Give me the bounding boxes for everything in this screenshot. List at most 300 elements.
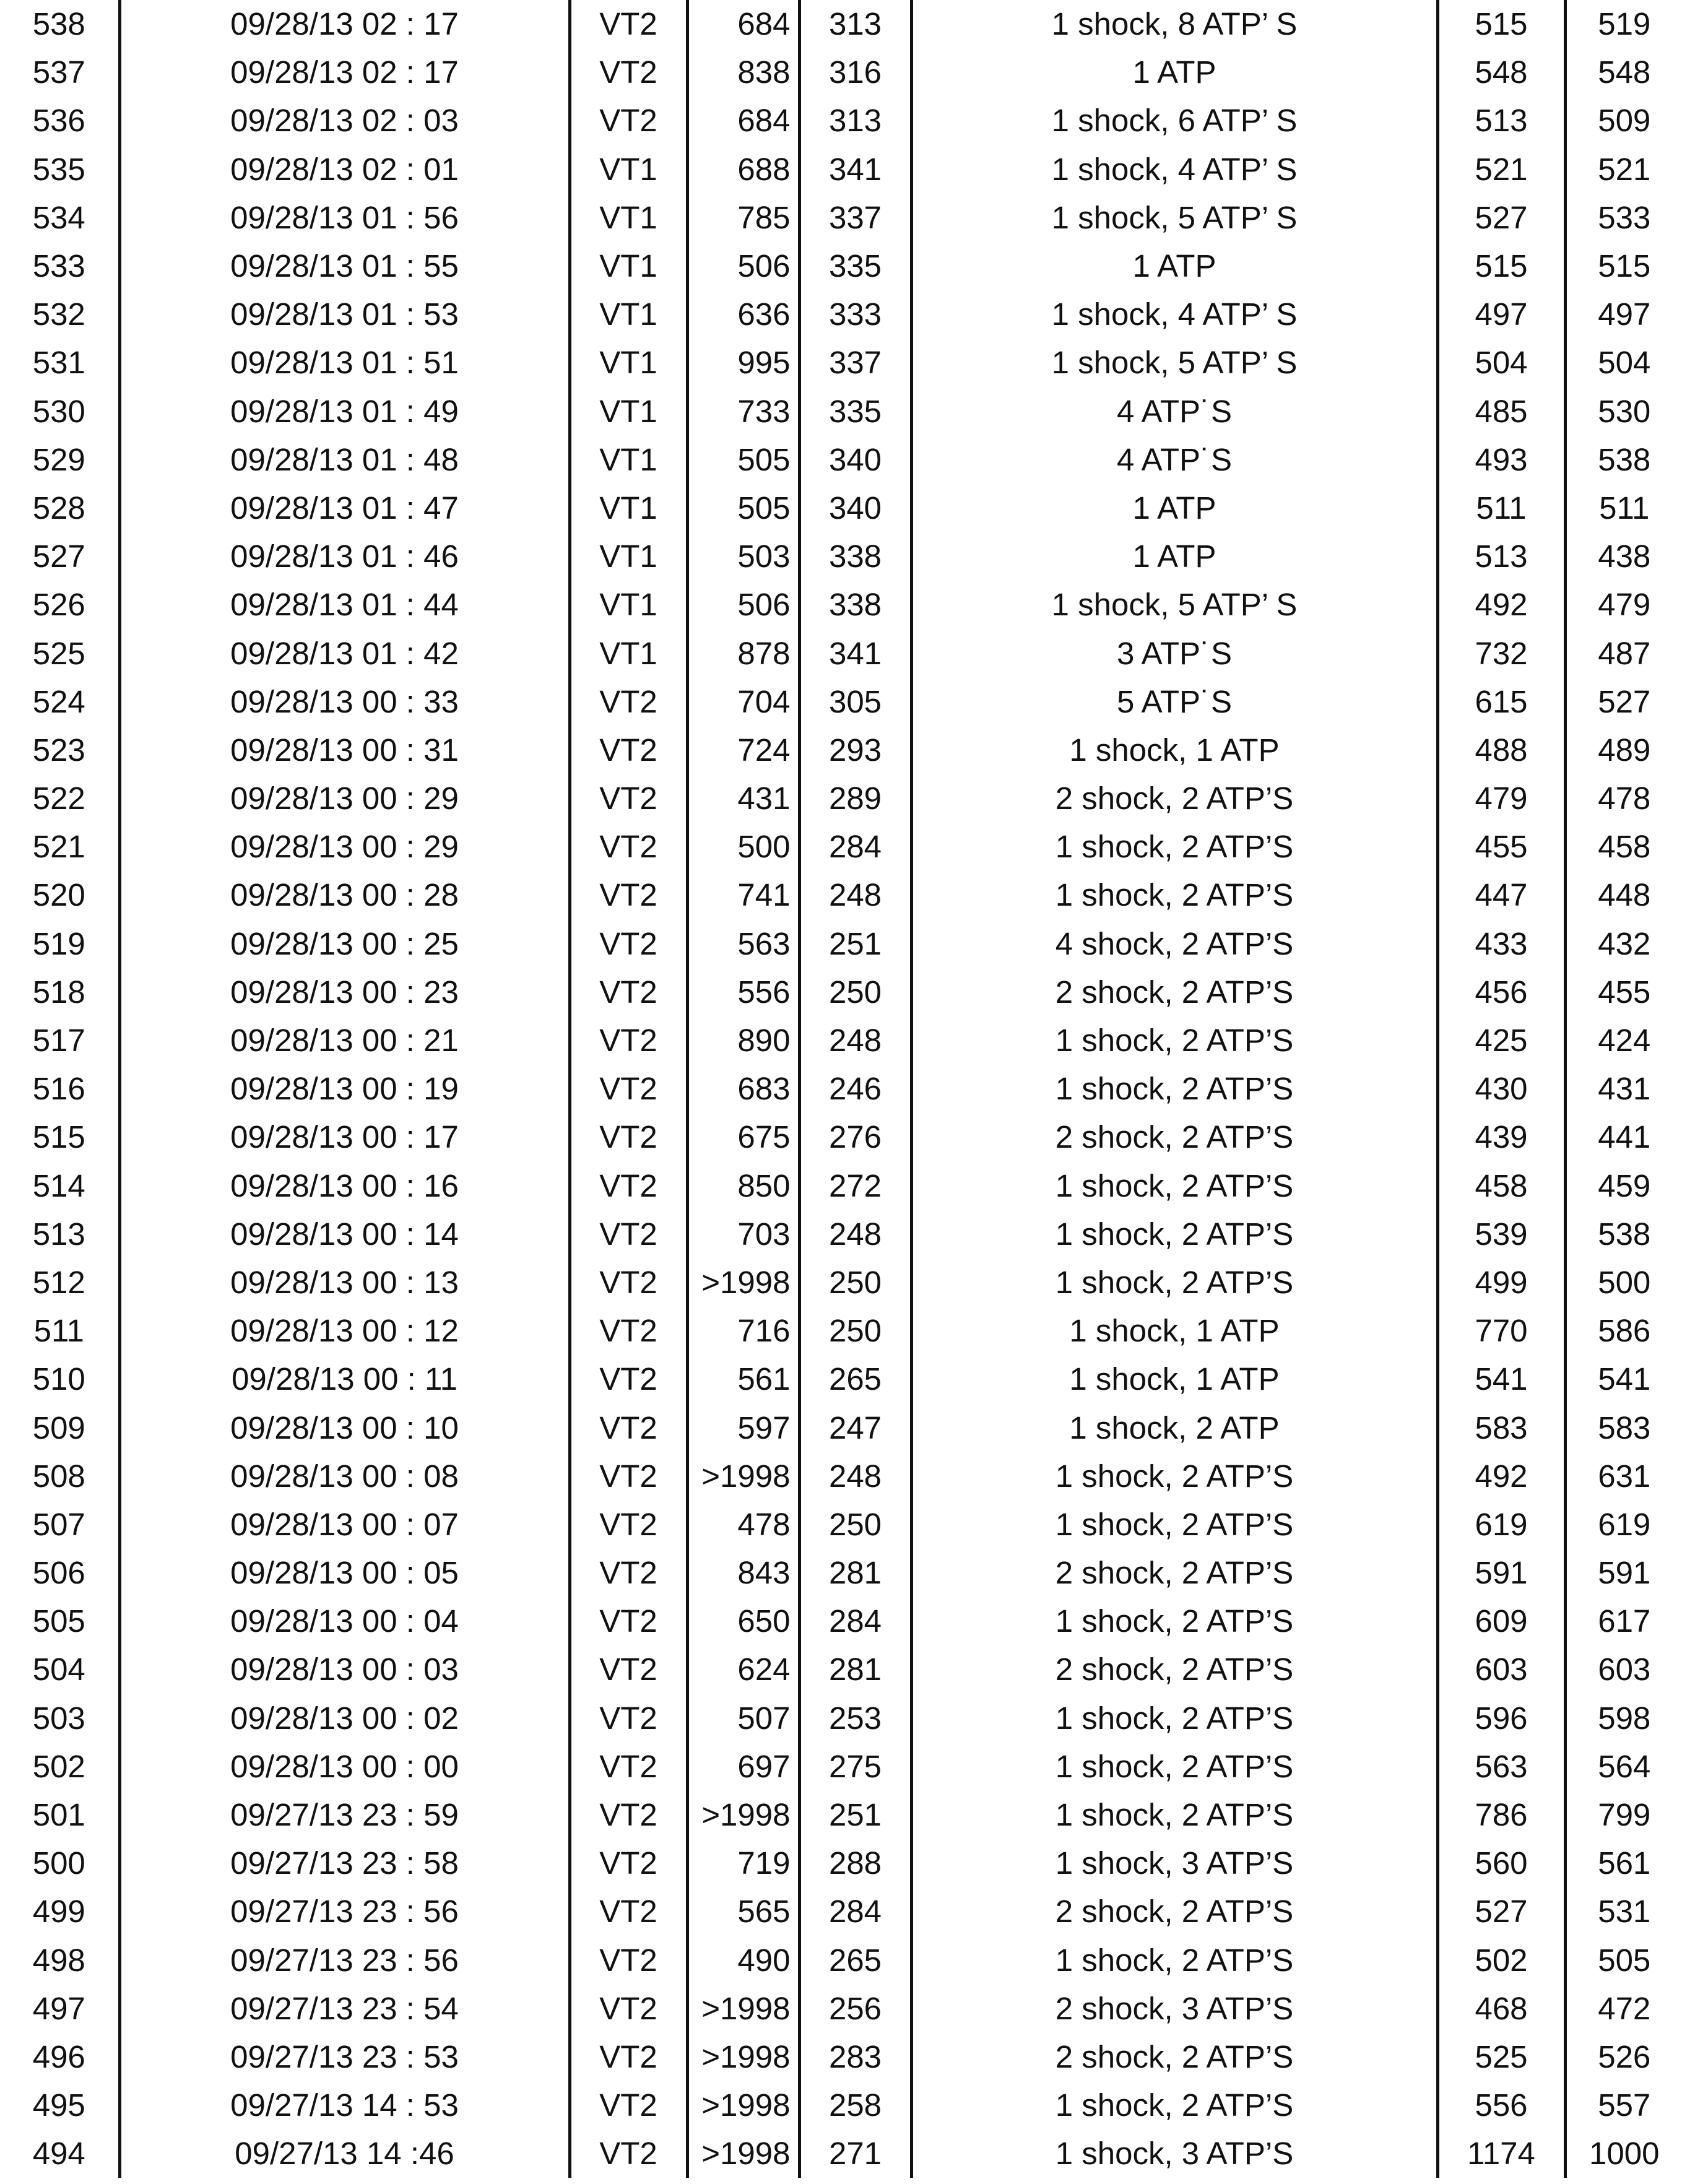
cell-num: 502 bbox=[0, 1743, 119, 1791]
table-row bbox=[0, 678, 1682, 726]
cell-col5: 250 bbox=[799, 1307, 911, 1355]
cell-num: 515 bbox=[0, 1113, 119, 1161]
table-row bbox=[0, 1355, 1682, 1403]
cell-col7: 502 bbox=[1437, 1936, 1565, 1985]
cell-num: 496 bbox=[0, 2033, 119, 2081]
cell-col7: 521 bbox=[1437, 145, 1565, 194]
cell-num: 517 bbox=[0, 1016, 119, 1065]
cell-col5: 305 bbox=[799, 678, 911, 726]
cell-num: 534 bbox=[0, 194, 119, 242]
cell-datetime: 09/28/13 00 : 10 bbox=[119, 1403, 570, 1452]
cell-num: 532 bbox=[0, 290, 119, 339]
cell-col7: 504 bbox=[1437, 339, 1565, 387]
cell-zone: VT2 bbox=[570, 1743, 687, 1791]
cell-col5: 276 bbox=[799, 1113, 911, 1161]
table-row bbox=[0, 2033, 1682, 2081]
cell-col5: 246 bbox=[799, 1065, 911, 1113]
cell-zone: VT2 bbox=[570, 920, 687, 968]
cell-datetime: 09/27/13 23 : 59 bbox=[119, 1791, 570, 1839]
cell-num: 500 bbox=[0, 1839, 119, 1887]
cell-col4: 995 bbox=[687, 339, 799, 387]
cell-therapy: 1 shock, 2 ATP’S bbox=[911, 1162, 1437, 1210]
cell-zone: VT2 bbox=[570, 1065, 687, 1113]
cell-therapy: 5 ATP˙S bbox=[911, 678, 1437, 726]
table-row bbox=[0, 1162, 1682, 1210]
cell-col7: 609 bbox=[1437, 1597, 1565, 1645]
table-row bbox=[0, 145, 1682, 194]
cell-col5: 337 bbox=[799, 339, 911, 387]
cell-col8: 511 bbox=[1599, 490, 1650, 526]
table-row bbox=[0, 1113, 1682, 1161]
cell-col7: 515 bbox=[1437, 0, 1565, 48]
cell-num: 495 bbox=[0, 2081, 119, 2130]
table-row bbox=[0, 1065, 1682, 1113]
cell-col5: 293 bbox=[799, 726, 911, 774]
table-row bbox=[0, 1210, 1682, 1259]
cell-num: 506 bbox=[0, 1549, 119, 1597]
cell-col8: 619 bbox=[1598, 1506, 1651, 1542]
cell-col4: 500 bbox=[687, 823, 799, 871]
cell-col8: 441 bbox=[1598, 1119, 1651, 1155]
cell-col7: 527 bbox=[1437, 1887, 1565, 1936]
cell-num: 533 bbox=[0, 242, 119, 290]
table-row bbox=[0, 1016, 1682, 1065]
cell-zone: VT2 bbox=[570, 2130, 687, 2178]
table-row bbox=[0, 1936, 1682, 1985]
cell-num: 513 bbox=[0, 1210, 119, 1259]
table-row bbox=[0, 1259, 1682, 1307]
cell-col7: 492 bbox=[1437, 581, 1565, 629]
cell-therapy: 2 shock, 2 ATP’S bbox=[911, 1887, 1437, 1936]
table-row bbox=[0, 532, 1682, 581]
cell-therapy: 1 shock, 2 ATP’S bbox=[911, 1501, 1437, 1549]
cell-datetime: 09/28/13 00 : 07 bbox=[119, 1501, 570, 1549]
cell-col7: 447 bbox=[1437, 871, 1565, 919]
cell-zone: VT2 bbox=[570, 871, 687, 919]
cell-num: 523 bbox=[0, 726, 119, 774]
cell-datetime: 09/28/13 01 : 44 bbox=[119, 581, 570, 629]
cell-col7: 492 bbox=[1437, 1452, 1565, 1501]
cell-therapy: 1 shock, 2 ATP’S bbox=[911, 1694, 1437, 1743]
table-row bbox=[0, 823, 1682, 871]
cell-col8: 458 bbox=[1598, 829, 1651, 865]
cell-therapy: 2 shock, 2 ATP’S bbox=[911, 2033, 1437, 2081]
cell-col5: 271 bbox=[799, 2130, 911, 2178]
cell-col7: 556 bbox=[1437, 2081, 1565, 2130]
cell-datetime: 09/28/13 02 : 01 bbox=[119, 145, 570, 194]
table-row bbox=[0, 48, 1682, 97]
cell-col4: 506 bbox=[687, 242, 799, 290]
cell-therapy: 1 ATP bbox=[911, 532, 1437, 581]
cell-col5: 281 bbox=[799, 1549, 911, 1597]
table-row bbox=[0, 388, 1682, 436]
cell-num: 518 bbox=[0, 968, 119, 1016]
cell-col7: 425 bbox=[1437, 1016, 1565, 1065]
cell-col4: >1998 bbox=[687, 1452, 799, 1501]
cell-datetime: 09/27/13 23 : 54 bbox=[119, 1985, 570, 2033]
cell-col7: 563 bbox=[1437, 1743, 1565, 1791]
cell-col8: 1000 bbox=[1589, 2136, 1660, 2172]
cell-col4: >1998 bbox=[687, 1985, 799, 2033]
cell-col8: 586 bbox=[1598, 1313, 1651, 1349]
table-row bbox=[0, 629, 1682, 677]
cell-col5: 248 bbox=[799, 1210, 911, 1259]
cell-col5: 256 bbox=[799, 1985, 911, 2033]
cell-col4: 561 bbox=[687, 1355, 799, 1403]
table-row bbox=[0, 436, 1682, 484]
cell-col4: 688 bbox=[687, 145, 799, 194]
cell-col7: 488 bbox=[1437, 726, 1565, 774]
cell-col5: 283 bbox=[799, 2033, 911, 2081]
cell-datetime: 09/28/13 01 : 42 bbox=[119, 629, 570, 677]
cell-col4: 503 bbox=[687, 532, 799, 581]
cell-col8: 583 bbox=[1598, 1410, 1651, 1445]
cell-col8: 527 bbox=[1598, 683, 1651, 719]
cell-zone: VT2 bbox=[570, 1887, 687, 1936]
cell-zone: VT2 bbox=[570, 1355, 687, 1403]
cell-col5: 289 bbox=[799, 774, 911, 823]
cell-col8: 557 bbox=[1598, 2087, 1651, 2123]
cell-col4: 733 bbox=[687, 388, 799, 436]
cell-datetime: 09/28/13 00 : 12 bbox=[119, 1307, 570, 1355]
table-row bbox=[0, 1791, 1682, 1839]
cell-col8: 509 bbox=[1598, 103, 1651, 139]
table-row bbox=[0, 581, 1682, 629]
cell-col7: 1174 bbox=[1437, 2130, 1565, 2178]
cell-col5: 281 bbox=[799, 1645, 911, 1694]
cell-datetime: 09/28/13 00 : 23 bbox=[119, 968, 570, 1016]
cell-col5: 250 bbox=[799, 968, 911, 1016]
cell-therapy: 1 shock, 5 ATP’ S bbox=[911, 581, 1437, 629]
cell-col5: 341 bbox=[799, 629, 911, 677]
cell-therapy: 1 shock, 2 ATP’S bbox=[911, 1452, 1437, 1501]
cell-therapy: 2 shock, 2 ATP’S bbox=[911, 1113, 1437, 1161]
cell-col7: 596 bbox=[1437, 1694, 1565, 1743]
cell-col4: >1998 bbox=[687, 1791, 799, 1839]
cell-col4: 719 bbox=[687, 1839, 799, 1887]
cell-num: 538 bbox=[0, 0, 119, 48]
cell-therapy: 4 shock, 2 ATP’S bbox=[911, 920, 1437, 968]
cell-col7: 591 bbox=[1437, 1549, 1565, 1597]
table-row bbox=[0, 1597, 1682, 1645]
cell-therapy: 1 shock, 3 ATP’S bbox=[911, 1839, 1437, 1887]
cell-num: 507 bbox=[0, 1501, 119, 1549]
cell-therapy: 4 ATP˙S bbox=[911, 436, 1437, 484]
cell-therapy: 1 shock, 2 ATP’S bbox=[911, 2081, 1437, 2130]
cell-num: 501 bbox=[0, 1791, 119, 1839]
cell-num: 522 bbox=[0, 774, 119, 823]
cell-col4: 650 bbox=[687, 1597, 799, 1645]
cell-zone: VT2 bbox=[570, 678, 687, 726]
cell-col8: 431 bbox=[1598, 1071, 1651, 1107]
cell-zone: VT2 bbox=[570, 1113, 687, 1161]
cell-num: 497 bbox=[0, 1985, 119, 2033]
table-row bbox=[0, 920, 1682, 968]
cell-col7: 458 bbox=[1437, 1162, 1565, 1210]
cell-zone: VT2 bbox=[570, 968, 687, 1016]
cell-col5: 337 bbox=[799, 194, 911, 242]
cell-datetime: 09/28/13 00 : 28 bbox=[119, 871, 570, 919]
cell-num: 526 bbox=[0, 581, 119, 629]
cell-datetime: 09/28/13 00 : 25 bbox=[119, 920, 570, 968]
cell-col4: 636 bbox=[687, 290, 799, 339]
cell-zone: VT2 bbox=[570, 1549, 687, 1597]
cell-col5: 258 bbox=[799, 2081, 911, 2130]
cell-zone: VT1 bbox=[570, 145, 687, 194]
cell-col5: 248 bbox=[799, 1452, 911, 1501]
cell-col8: 505 bbox=[1598, 1942, 1651, 1978]
cell-col8: 617 bbox=[1598, 1603, 1651, 1639]
cell-datetime: 09/28/13 01 : 56 bbox=[119, 194, 570, 242]
cell-zone: VT1 bbox=[570, 436, 687, 484]
cell-col8: 533 bbox=[1598, 199, 1651, 235]
cell-col4: 850 bbox=[687, 1162, 799, 1210]
cell-col5: 248 bbox=[799, 1016, 911, 1065]
table-row bbox=[0, 339, 1682, 387]
table-row bbox=[0, 968, 1682, 1016]
table-row bbox=[0, 1743, 1682, 1791]
cell-zone: VT1 bbox=[570, 339, 687, 387]
cell-col5: 316 bbox=[799, 48, 911, 97]
cell-col4: 675 bbox=[687, 1113, 799, 1161]
cell-datetime: 09/28/13 00 : 11 bbox=[119, 1355, 570, 1403]
table-row bbox=[0, 1403, 1682, 1452]
cell-zone: VT2 bbox=[570, 1936, 687, 1985]
cell-datetime: 09/28/13 01 : 48 bbox=[119, 436, 570, 484]
table-row bbox=[0, 1694, 1682, 1743]
cell-datetime: 09/28/13 00 : 29 bbox=[119, 774, 570, 823]
table-row bbox=[0, 2081, 1682, 2130]
cell-zone: VT2 bbox=[570, 1210, 687, 1259]
cell-datetime: 09/28/13 01 : 49 bbox=[119, 388, 570, 436]
cell-col8: 438 bbox=[1598, 539, 1651, 574]
cell-zone: VT2 bbox=[570, 1016, 687, 1065]
cell-therapy: 1 shock, 1 ATP bbox=[911, 726, 1437, 774]
cell-col5: 335 bbox=[799, 242, 911, 290]
cell-zone: VT2 bbox=[570, 726, 687, 774]
cell-zone: VT2 bbox=[570, 1162, 687, 1210]
cell-col4: 878 bbox=[687, 629, 799, 677]
cell-datetime: 09/28/13 02 : 03 bbox=[119, 97, 570, 145]
cell-datetime: 09/28/13 00 : 29 bbox=[119, 823, 570, 871]
cell-zone: VT2 bbox=[570, 1694, 687, 1743]
cell-col7: 515 bbox=[1437, 242, 1565, 290]
cell-col7: 493 bbox=[1437, 436, 1565, 484]
cell-col5: 340 bbox=[799, 436, 911, 484]
table-row bbox=[0, 1839, 1682, 1887]
cell-num: 503 bbox=[0, 1694, 119, 1743]
cell-col8: 531 bbox=[1598, 1894, 1651, 1930]
cell-col8: 504 bbox=[1598, 345, 1651, 381]
cell-col5: 247 bbox=[799, 1403, 911, 1452]
cell-col5: 313 bbox=[799, 0, 911, 48]
cell-col4: 624 bbox=[687, 1645, 799, 1694]
table-row bbox=[0, 1501, 1682, 1549]
cell-therapy: 1 shock, 4 ATP’ S bbox=[911, 290, 1437, 339]
cell-col4: 684 bbox=[687, 97, 799, 145]
cell-num: 529 bbox=[0, 436, 119, 484]
cell-datetime: 09/28/13 02 : 17 bbox=[119, 0, 570, 48]
cell-therapy: 2 shock, 2 ATP’S bbox=[911, 774, 1437, 823]
cell-num: 519 bbox=[0, 920, 119, 968]
cell-zone: VT2 bbox=[570, 97, 687, 145]
cell-num: 504 bbox=[0, 1645, 119, 1694]
cell-col8: 538 bbox=[1598, 441, 1651, 477]
cell-col7: 583 bbox=[1437, 1403, 1565, 1452]
cell-therapy: 1 shock, 2 ATP’S bbox=[911, 823, 1437, 871]
table-row bbox=[0, 2130, 1682, 2178]
cell-zone: VT1 bbox=[570, 388, 687, 436]
cell-col7: 548 bbox=[1437, 48, 1565, 97]
cell-col7: 732 bbox=[1437, 629, 1565, 677]
cell-col4: 507 bbox=[687, 1694, 799, 1743]
cell-col5: 275 bbox=[799, 1743, 911, 1791]
cell-therapy: 1 ATP bbox=[911, 484, 1437, 532]
cell-col8: 541 bbox=[1598, 1361, 1651, 1397]
cell-datetime: 09/27/13 23 : 56 bbox=[119, 1936, 570, 1985]
cell-zone: VT2 bbox=[570, 0, 687, 48]
cell-col5: 251 bbox=[799, 1791, 911, 1839]
cell-zone: VT2 bbox=[570, 1791, 687, 1839]
cell-col8: 538 bbox=[1598, 1216, 1651, 1252]
cell-col7: 513 bbox=[1437, 97, 1565, 145]
cell-col5: 265 bbox=[799, 1936, 911, 1985]
cell-col4: 890 bbox=[687, 1016, 799, 1065]
cell-zone: VT2 bbox=[570, 1645, 687, 1694]
cell-col4: 490 bbox=[687, 1936, 799, 1985]
cell-datetime: 09/28/13 00 : 16 bbox=[119, 1162, 570, 1210]
cell-col5: 250 bbox=[799, 1501, 911, 1549]
cell-therapy: 1 shock, 1 ATP bbox=[911, 1307, 1437, 1355]
table-row bbox=[0, 1985, 1682, 2033]
cell-num: 505 bbox=[0, 1597, 119, 1645]
cell-col7: 479 bbox=[1437, 774, 1565, 823]
cell-datetime: 09/27/13 14 :46 bbox=[119, 2130, 570, 2178]
cell-num: 499 bbox=[0, 1887, 119, 1936]
cell-datetime: 09/27/13 14 : 53 bbox=[119, 2081, 570, 2130]
cell-col4: 597 bbox=[687, 1403, 799, 1452]
cell-therapy: 3 ATP˙S bbox=[911, 629, 1437, 677]
cell-col8: 497 bbox=[1598, 297, 1651, 332]
table-row bbox=[0, 871, 1682, 919]
cell-therapy: 1 shock, 1 ATP bbox=[911, 1355, 1437, 1403]
cell-datetime: 09/28/13 00 : 03 bbox=[119, 1645, 570, 1694]
cell-therapy: 1 shock, 5 ATP’ S bbox=[911, 194, 1437, 242]
cell-datetime: 09/28/13 00 : 05 bbox=[119, 1549, 570, 1597]
cell-num: 509 bbox=[0, 1403, 119, 1452]
cell-num: 528 bbox=[0, 484, 119, 532]
cell-col4: 724 bbox=[687, 726, 799, 774]
cell-col7: 468 bbox=[1437, 1985, 1565, 2033]
cell-col7: 455 bbox=[1437, 823, 1565, 871]
cell-zone: VT2 bbox=[570, 1985, 687, 2033]
cell-col5: 265 bbox=[799, 1355, 911, 1403]
cell-datetime: 09/28/13 00 : 31 bbox=[119, 726, 570, 774]
cell-zone: VT2 bbox=[570, 1307, 687, 1355]
cell-col7: 603 bbox=[1437, 1645, 1565, 1694]
cell-datetime: 09/28/13 00 : 33 bbox=[119, 678, 570, 726]
cell-zone: VT1 bbox=[570, 242, 687, 290]
cell-col5: 284 bbox=[799, 1597, 911, 1645]
cell-col5: 333 bbox=[799, 290, 911, 339]
cell-col5: 251 bbox=[799, 920, 911, 968]
cell-col4: 505 bbox=[687, 436, 799, 484]
cell-num: 498 bbox=[0, 1936, 119, 1985]
cell-datetime: 09/28/13 01 : 46 bbox=[119, 532, 570, 581]
cell-col8: 432 bbox=[1598, 925, 1651, 961]
cell-col7: 541 bbox=[1437, 1355, 1565, 1403]
cell-col7: 433 bbox=[1437, 920, 1565, 968]
cell-col8: 526 bbox=[1598, 2039, 1651, 2074]
cell-zone: VT2 bbox=[570, 774, 687, 823]
cell-col4: 684 bbox=[687, 0, 799, 48]
cell-col7: 525 bbox=[1437, 2033, 1565, 2081]
cell-therapy: 2 shock, 2 ATP’S bbox=[911, 1549, 1437, 1597]
cell-therapy: 1 shock, 2 ATP’S bbox=[911, 1791, 1437, 1839]
cell-col7: 439 bbox=[1437, 1113, 1565, 1161]
cell-col8: 521 bbox=[1598, 151, 1651, 187]
cell-zone: VT2 bbox=[570, 48, 687, 97]
cell-col5: 288 bbox=[799, 1839, 911, 1887]
cell-col7: 539 bbox=[1437, 1210, 1565, 1259]
table-row bbox=[0, 1645, 1682, 1694]
cell-zone: VT2 bbox=[570, 1259, 687, 1307]
cell-col5: 272 bbox=[799, 1162, 911, 1210]
cell-datetime: 09/28/13 00 : 08 bbox=[119, 1452, 570, 1501]
cell-datetime: 09/28/13 01 : 47 bbox=[119, 484, 570, 532]
cell-datetime: 09/28/13 00 : 04 bbox=[119, 1597, 570, 1645]
cell-col7: 456 bbox=[1437, 968, 1565, 1016]
table-row bbox=[0, 0, 1682, 48]
cell-col4: 683 bbox=[687, 1065, 799, 1113]
table-row bbox=[0, 97, 1682, 145]
cell-zone: VT2 bbox=[570, 2081, 687, 2130]
cell-col7: 619 bbox=[1437, 1501, 1565, 1549]
cell-therapy: 2 shock, 2 ATP’S bbox=[911, 968, 1437, 1016]
cell-therapy: 1 shock, 2 ATP bbox=[911, 1403, 1437, 1452]
cell-therapy: 1 shock, 2 ATP’S bbox=[911, 871, 1437, 919]
cell-num: 530 bbox=[0, 388, 119, 436]
cell-datetime: 09/28/13 00 : 00 bbox=[119, 1743, 570, 1791]
cell-datetime: 09/28/13 00 : 13 bbox=[119, 1259, 570, 1307]
table-row bbox=[0, 1307, 1682, 1355]
cell-col4: 478 bbox=[687, 1501, 799, 1549]
cell-col8: 561 bbox=[1598, 1845, 1651, 1881]
cell-therapy: 1 shock, 2 ATP’S bbox=[911, 1065, 1437, 1113]
cell-col8: 478 bbox=[1598, 781, 1651, 817]
cell-col5: 338 bbox=[799, 532, 911, 581]
cell-col8: 489 bbox=[1598, 732, 1651, 768]
cell-datetime: 09/28/13 00 : 19 bbox=[119, 1065, 570, 1113]
cell-col8: 603 bbox=[1598, 1652, 1651, 1688]
cell-col7: 770 bbox=[1437, 1307, 1565, 1355]
table-row bbox=[0, 726, 1682, 774]
cell-num: 537 bbox=[0, 48, 119, 97]
cell-therapy: 1 shock, 2 ATP’S bbox=[911, 1016, 1437, 1065]
cell-col4: 703 bbox=[687, 1210, 799, 1259]
cell-therapy: 1 shock, 2 ATP’S bbox=[911, 1743, 1437, 1791]
cell-col7: 560 bbox=[1437, 1839, 1565, 1887]
cell-datetime: 09/28/13 01 : 51 bbox=[119, 339, 570, 387]
table-row bbox=[0, 290, 1682, 339]
cell-num: 508 bbox=[0, 1452, 119, 1501]
cell-col8: 500 bbox=[1598, 1264, 1651, 1300]
cell-col8: 519 bbox=[1598, 6, 1651, 42]
cell-col4: 565 bbox=[687, 1887, 799, 1936]
cell-datetime: 09/28/13 02 : 17 bbox=[119, 48, 570, 97]
cell-num: 514 bbox=[0, 1162, 119, 1210]
cell-col7: 615 bbox=[1437, 678, 1565, 726]
